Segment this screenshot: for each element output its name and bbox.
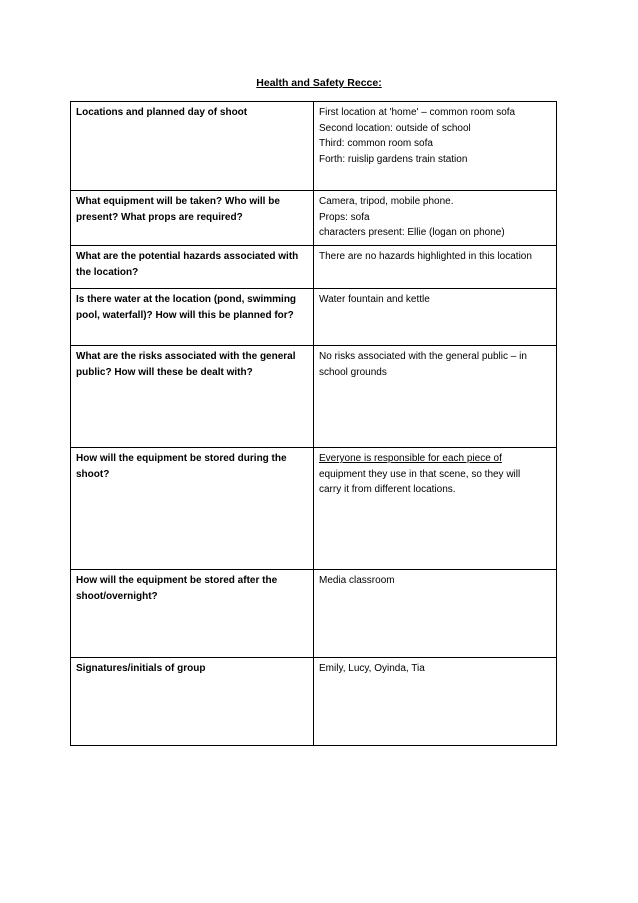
question-cell: Is there water at the location (pond, swimming pool, waterfall)? How will this be planned for? [71,289,314,346]
answer-cell [314,289,557,346]
table-row [71,448,557,570]
question-cell: What equipment will be taken? Who will be present? What props are required? [71,191,314,246]
table-row [71,191,557,246]
answer-cell [314,346,557,448]
answer-line: Water fountain and kettle [319,294,430,305]
answer-line: characters present: Ellie (logan on phone) [319,227,505,238]
document-title: Health and Safety Recce: [256,77,382,89]
answer-cell [314,570,557,658]
answer-line: Emily, Lucy, Oyinda, Tia [319,663,425,674]
answer-line: Second location: outside of school [319,122,471,134]
answer-cell [314,246,557,289]
table-row [71,102,557,191]
question-cell: Locations and planned day of shoot [71,102,314,191]
question-cell: How will the equipment be stored after the shoot/overnight? [71,570,314,658]
answer-line: First location at 'home' – common room sofa [319,107,516,118]
answer-line: equipment they use in that scene, so they will [319,468,521,480]
table-row [71,289,557,346]
answer-line: school grounds [319,366,387,378]
answer-cell [314,448,557,570]
table-row [71,246,557,289]
answer-line: carry it from different locations. [319,484,456,495]
answer-cell [314,191,557,246]
answer-line: Props: sofa [319,211,370,223]
table-row [71,570,557,658]
answer-line: Camera, tripod, mobile phone. [319,196,454,207]
table-row [71,658,557,746]
answer-line: No risks associated with the general public – in [319,351,527,362]
recce-table [70,101,557,746]
table-row [71,346,557,448]
answer-line: Media classroom [319,575,395,586]
answer-line: Forth: ruislip gardens train station [319,153,468,165]
answer-line: Third: common room sofa [319,138,433,149]
answer-line: Everyone is responsible for each piece of [319,453,502,464]
question-cell: What are the potential hazards associated with the location? [71,246,314,289]
answer-line: There are no hazards highlighted in this location [319,251,532,262]
answer-cell [314,102,557,191]
question-cell: How will the equipment be stored during the shoot? [71,448,314,570]
question-cell: Signatures/initials of group [71,658,314,746]
question-cell: What are the risks associated with the general public? How will these be dealt with? [71,346,314,448]
answer-cell [314,658,557,746]
